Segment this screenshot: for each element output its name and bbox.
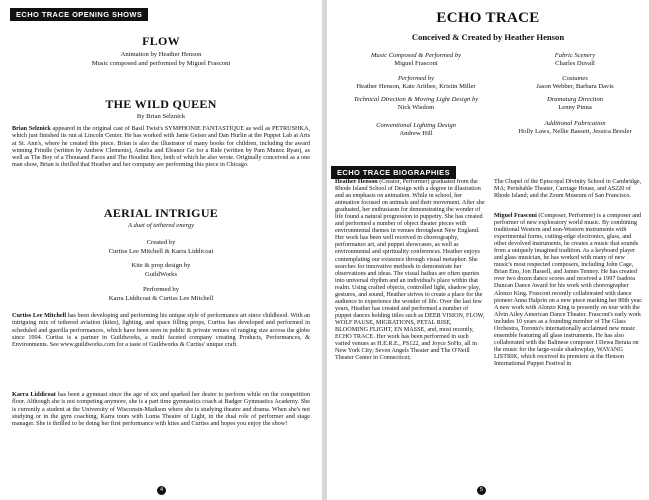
liddicoat-bio-text: has been a gymnast since the age of six and sparked her desire to perform while on the competition floor. Although she is not competing anymore, she is a part time gymnastics coach at Badger Gymnastics Academy. She is currently a student at the University of Wisconsin-Madison where she is studying theatre and drama. When she's not studying or in the gym coaching, Karra tours with Luma Theatre of Light, in the dual role of performer and stage manager. She is thrilled to be doing her first performance with kites and Curtiss and hopes you enjoy the show! [12,391,310,428]
henson-name: Heather Henson [335,179,378,185]
wild-queen-title: THE WILD QUEEN [105,97,217,111]
aerial-subtitle: A duet of tethered energy [127,222,195,229]
aerial-kite-name: GuildWorks [144,271,178,278]
aerial-performed-names: Karra Liddicoat & Curtiss Lee Mitchell [108,295,214,302]
frasconi-bio [494,213,644,368]
echo-trace-subtitle: Conceived & Created by Heather Henson [411,32,565,42]
credit-fabric [505,52,645,68]
credit-name: Miguel Frasconi [394,60,438,67]
right-page [327,0,649,500]
liddicoat-bio [12,391,310,427]
mitchell-bio-text: has been developing and performing his unique style of performance art since childhood. With an intriguing mix of tethered aviation (kites), lighting, and space filling props, Curtiss has developed and performed in scheduled and guerilla performances, which have been seen in public & private venues of ranging size across the globe since 1994. Curtiss is a partner in Guildworks, a multi faceted company creating Products, Performances, & Environments. See www.guildworks.com for a taste of Guildworks & Curtiss' unique craft. [12,312,310,349]
credit-name: Charles Duvall [555,60,595,67]
page-number-left: 4 [157,486,166,495]
credit-performers [331,75,501,91]
mitchell-name: Curtiss Lee Mitchell [12,312,67,319]
henson-bio [335,179,485,362]
selznick-bio [12,125,310,169]
credit-role: Performed by [397,75,435,82]
wild-queen-byline: By Brian Selznick [136,113,186,120]
credit-name: Jason Webber, Barbara Davis [536,83,614,90]
frasconi-name: Miguel Frasconi [494,213,537,219]
aerial-created-by: Created by [146,239,176,246]
credit-fabrication [505,120,645,136]
credit-role: Dramaturg Direction [546,96,604,103]
liddicoat-name: Karra Liddicoat [12,391,56,398]
credit-role: Music Composed & Performed by [370,52,462,59]
credit-costumes [505,75,645,91]
credit-name: Heather Henson, Kate Aritbee, Kristin Miller [356,83,476,90]
credit-name: Nick Wisdom [397,104,435,111]
aerial-title: AERIAL INTRIGUE [103,206,219,220]
selznick-bio-text: appeared in the original cast of Basil Twist's SYMPHONIE FANTASTIQUE as well as PETRUSHKA, which just finished its run at Lincoln Center. He has worked with Janie Geiser and Dan Hurlin at the Puppet Lab at Arts at St. Ann's, where he created this piece. Brian is also the illustrator of many books for children, including the award winning Frindle (written by Andrew Clements), Amelia and Eleanor Go for a Ride (written by Pam Munoz Ryan), as well as The Boy of a Thousand Faces and The Houdini Box, both of which he also wrote. Originally conceived as a one man show, Brian is thrilled that Heather and her company are performing this piece in Chicago. [12,125,310,169]
echo-trace-title: ECHO TRACE [436,10,540,26]
credit-dramaturg [505,96,645,112]
credit-name: Lenny Pinna [558,104,592,111]
credit-lighting [331,122,501,138]
credit-technical [331,96,501,112]
biographies-banner: ECHO TRACE BIOGRAPHIES [331,166,456,179]
credit-role: Conventional Lighting Design [376,122,456,129]
flow-title: FLOW [142,34,180,48]
credit-role: Fabric Scenery [554,52,596,59]
frasconi-bio-text: (Composer, Performer) is a composer and performer of new exploratory world music. By combining traditional Western and non-Western instruments with experimental forms, cutting-edge electronics, glass, and other devolved instruments, he creates a music that sounds from a uniquely imagined tradition. As a keyboard player and glass musician, he has worked with many of new music's most respected composers, including John Cage, Brian Eno, Jon Hassell, and James Tenney. He has created over two dozen dance scores and received a 1997 Isadora Duncan Dance Award for his work with choreographer Alonzo King. Frasconi recently collaborated with dance pioneer Anna Halprin on a new piece marking her 80th year. A new work with Alonzo King is presently on tour with the Alvin Ailey American Dance Theater. Frasconi's early work includes 10 years as a founding member of The Glass Orchestra, Toronto's internationally acclaimed new music ensemble featuring all glass instruments. He has also collaborated with the Balinese composer I Dewa Berata on the music for the large-scale shadowplay, WAYANG LISTRIK, which received its premiere at the Henson International Puppet Festival in [494,213,643,367]
credit-role: Costumes [562,75,588,82]
credit-role: Technical Direction & Moving Light Design by [353,96,479,103]
opening-shows-banner: ECHO TRACE OPENING SHOWS [10,8,148,21]
aerial-created-names: Curtiss Lee Mitchell & Karra Liddicoat [108,248,214,255]
flow-animation-credit: Animation by Heather Henson [120,51,202,58]
aerial-kite-line: Kite & prop design by [131,262,191,269]
credit-music [331,52,501,68]
credit-role: Additional Fabrication [544,120,606,127]
aerial-performed-by: Performed by [142,286,180,293]
credit-name: Andrew Hill [399,130,433,137]
page-number-right: 5 [477,486,486,495]
credit-name: Holly Laws, Nellie Bassett, Jessica Bresler [518,128,632,135]
henson-bio-text: (Creator, Performer) graduated from the Rhode Island School of Design with a degree in illustration and an emphasis on animation. While in school, her animation focused on animals and their movement. After she graduated, her enthusiasm for demonstrating the wonder of life found a natural progression to puppetry. She has created and performed a number of object theater pieces with environmental themes in venues throughout New England. Her work has been well received in choreography, performance art, and puppet showcases, as well as environmental and spirituality conferences. Heather enjoys contemplating our existence through visual metaphor. She searches for innovative methods to demonstrate her observations and ideas. The visual haikus are often queries into universal rhythm and an individual's place within that realm. Using crafted objects, controlled light, shadow play, gestures, and sound, Heather strives to create a place for the audience to experience the wonder of life. Over the last few years, Heather has created and performed a number of puppet dances holding titles such as DEER VISION, FLOW, WOLF PAUSE, MIGRATIONS, PETAL RISE, BLOOMING FLIGHT, EN MASSE, and, most recently, ECHO TRACE. Her work has been performed in such varied venues as H.E.R.E., PS122, and Joyce SoHo, all in New York City; Seven Angels Theater and The O'Neill Theater Center in Connecticut; [335,179,485,362]
flow-music-credit: Music composed and performed by Miguel Frasconi [91,60,231,67]
mitchell-bio [12,312,310,348]
left-page [0,0,322,500]
henson-bio-continued: The Chapel of the Episcopal Divinity School in Cambridge, MA; Perishable Theater, Carriage House, and AS220 of Rhode Island; and the Zeum Museum of San Francisco. [494,179,642,200]
selznick-name: Brian Selznick [12,125,51,132]
